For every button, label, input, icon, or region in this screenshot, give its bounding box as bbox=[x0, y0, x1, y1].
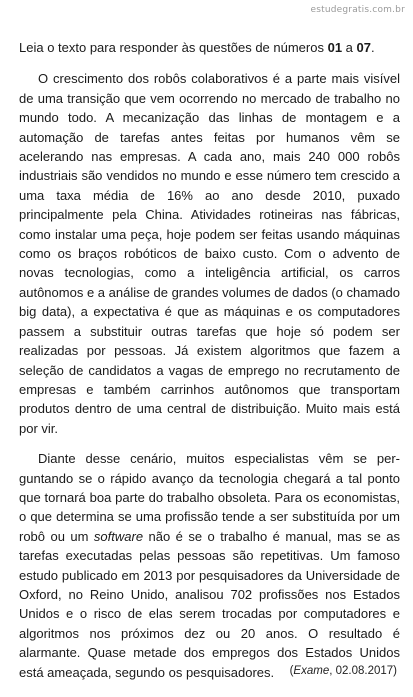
paragraph-2-italic-term: software bbox=[93, 528, 144, 544]
source-date: , 02.08.2017) bbox=[329, 665, 397, 677]
instruction-period: . bbox=[371, 40, 375, 55]
paragraph-2-part-2: não é se o trabalho é manual, mas se as tarefas executadas pelas pessoas são repetitivas. Um famoso estudo publicado em 2013 por pesquisadores da Universidade de Oxford, no Reino Unido, analisou 702 profissões nos Estados Unidos e o risco de elas serem trocadas por computadores e algoritmos nos próximos dez ou 20 anos. O resultado é alarmante. Quase metade dos empregos dos Estados Unidos está ameaçada, segundo os pesquisadores. bbox=[19, 528, 400, 680]
source-citation bbox=[290, 665, 397, 677]
source-open-paren: ( bbox=[289, 665, 294, 677]
instruction-connector: a bbox=[342, 40, 357, 55]
question-number-end: 07 bbox=[356, 40, 371, 55]
question-number-start: 01 bbox=[327, 40, 343, 55]
instruction-text: Leia o texto para responder às questões de números bbox=[19, 40, 328, 55]
source-publication: Exame bbox=[293, 665, 330, 677]
reading-text bbox=[19, 24, 400, 693]
paragraph-1: O crescimento dos robôs colaborativos é a parte mais visível de uma transição que vem ocorrendo no mercado de trabalho no mundo todo. A mecanização das linhas de montagem e a automação de tarefas antes feitas por humanos vêm se acelerando nas empresas. A cada ano, mais 240 000 robôs industriais são vendidos no mundo e esse número tem crescido a uma taxa média de 16% ao ano desde 2010, puxado principalmente pela China. Atividades rotineiras nas fábricas, como instalar uma peça, hoje podem ser feitas usando máquinas como os braços robóticos de baixo custo. Com o advento de novas tecnologias, como a inteligência artificial, os carros autônomos e a análise de grandes volumes de dados (o chamado big data), a expectativa é que as máquinas e os computadores passem a substituir outras tarefas que hoje só podem ser realizadas por pessoas. Já existem algoritmos que fazem a seleção de candidatos a vagas de emprego no recrutamento de empresas e também carrinhos autônomos que transportam produtos dentro de uma central de distribuição. Muito mais está por vir. bbox=[19, 71, 400, 436]
paragraph-2 bbox=[19, 449, 400, 682]
instruction-line bbox=[19, 38, 400, 57]
paragraph-2-part-1: Diante desse cenário, muitos especialistas vêm se perguntando se o rápido avanço da tecnologia chegará a tal ponto que tornará boa parte do trabalho obsoleta. Para os economistas, o que determina se uma profissão tende a ser substituída por um robô ou um bbox=[19, 451, 400, 544]
site-watermark: estudegratis.com.br bbox=[310, 5, 405, 15]
